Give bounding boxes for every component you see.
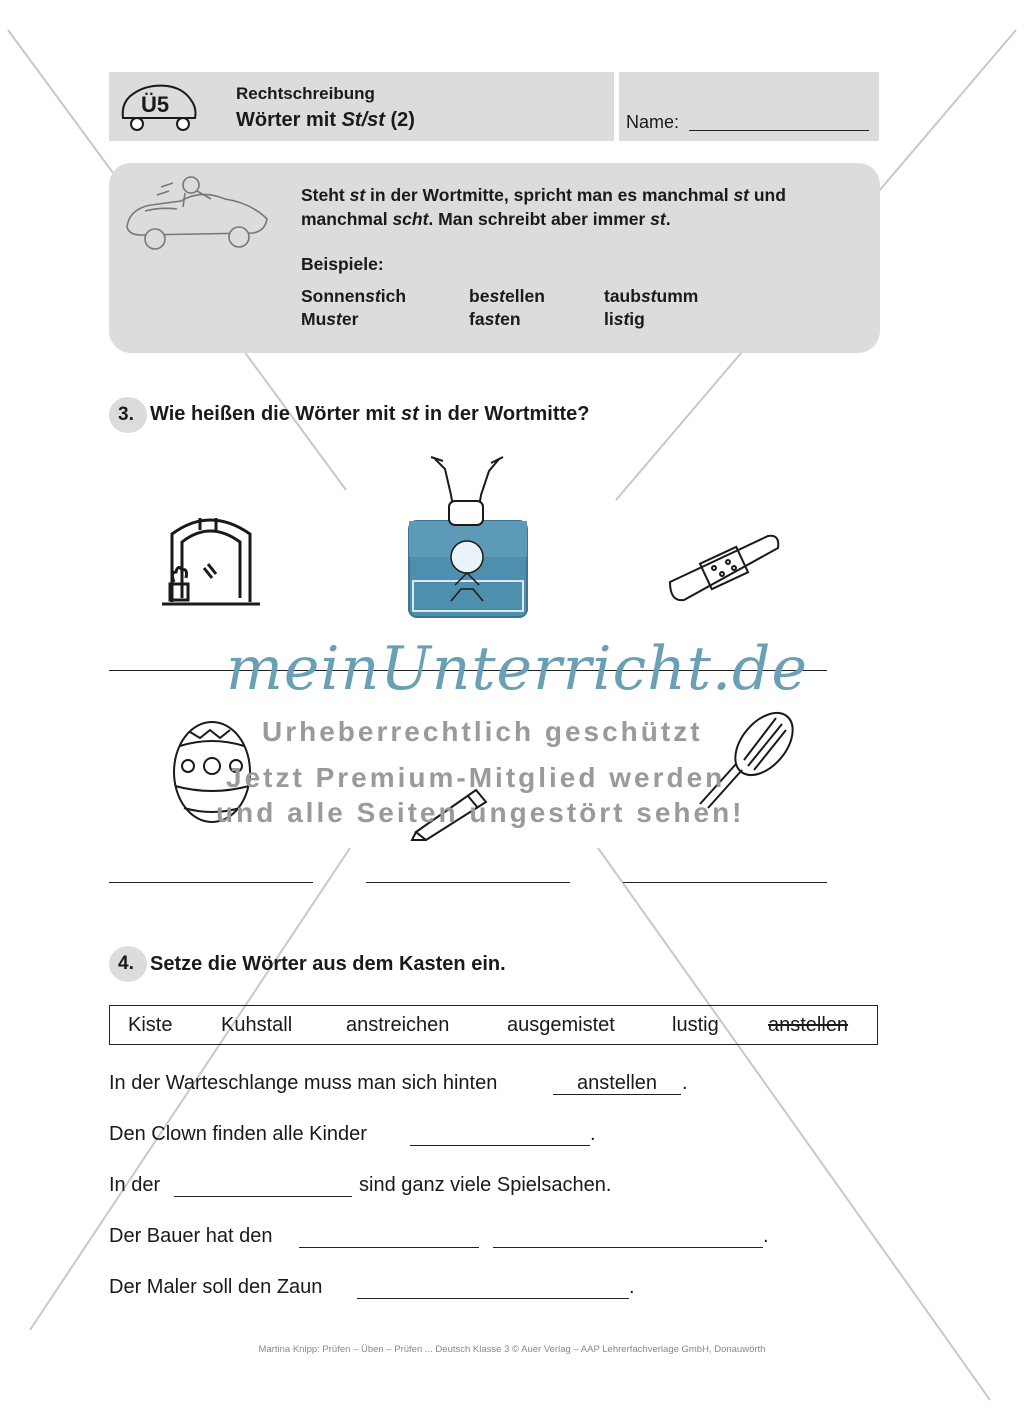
answer-line-row-2b[interactable] <box>366 882 570 883</box>
example-word: bestellen <box>469 286 545 306</box>
example-word: Sonnenstich <box>301 286 407 306</box>
word-option-used: anstellen <box>768 1014 849 1036</box>
example-word: listig <box>604 309 645 329</box>
rule-emphasis: st <box>650 209 666 229</box>
sentence-5: Der Maler soll den Zaun <box>109 1276 323 1298</box>
rule-part: Steht <box>301 185 350 205</box>
examples-label: Beispiele: <box>301 254 384 274</box>
sentence-3-blank[interactable] <box>174 1196 352 1197</box>
sentence-2-end: . <box>590 1123 596 1145</box>
plaster-picture <box>664 528 782 608</box>
rule-part: . Man schreibt aber immer <box>428 209 651 229</box>
page-title <box>236 109 415 132</box>
rule-emphasis: st <box>349 185 366 205</box>
window-picture <box>160 512 262 610</box>
sentence-4-blank-b[interactable] <box>493 1247 763 1248</box>
title-prefix: Wörter mit <box>236 109 342 131</box>
sentence-4-end: . <box>763 1225 769 1247</box>
rule-text <box>301 183 861 231</box>
word-option: Kiste <box>128 1014 173 1036</box>
school-bag-headstand-picture <box>405 455 533 619</box>
title-emphasis: St/st <box>341 109 385 131</box>
watermark-line-3: und alle Seiten ungestört sehen! <box>216 797 745 828</box>
name-panel <box>619 72 879 141</box>
title-suffix: (2) <box>384 109 415 131</box>
word-option: anstreichen <box>346 1014 450 1036</box>
task-3-number: 3. <box>109 397 147 433</box>
sentence-3-start: In der <box>109 1174 161 1196</box>
footer-copyright: Martina Knipp: Prüfen – Üben – Prüfen ... Deutsch Klasse 3 © Auer Verlag – AAP Lehrerfachverlage GmbH, Donauwörth <box>258 1344 766 1355</box>
watermark-logo: meinUnterricht.de <box>226 634 808 704</box>
word-box <box>109 1005 878 1045</box>
task-3-instruction: Wie heißen die Wörter mit st in der Wortmitte? <box>150 403 590 425</box>
rule-part: in der Wortmitte, spricht man es manchmal <box>365 185 734 205</box>
rule-part: . <box>665 209 671 229</box>
subject-label: Rechtschreibung <box>236 84 375 103</box>
watermark-line-1: Urheberrechtlich geschützt <box>262 716 703 747</box>
rule-info-box <box>109 163 880 353</box>
rule-emphasis: st <box>733 185 749 205</box>
word-option: lustig <box>672 1014 719 1036</box>
sentence-2-blank[interactable] <box>410 1145 590 1146</box>
badge-label: Ü5 <box>141 92 170 117</box>
sentence-4: Der Bauer hat den <box>109 1225 273 1247</box>
answer-line-row-2a[interactable] <box>109 882 313 883</box>
word-option: ausgemistet <box>507 1014 615 1036</box>
sentence-1-answer: anstellen <box>576 1072 658 1094</box>
car-badge-icon <box>117 80 199 134</box>
task-4-number: 4. <box>109 946 147 982</box>
rule-emphasis: scht <box>392 209 429 229</box>
name-input-line[interactable] <box>689 130 869 131</box>
example-word: taubstumm <box>604 286 699 306</box>
name-label: Name: <box>626 112 680 132</box>
answer-line-row-2c[interactable] <box>623 882 827 883</box>
sentence-1-end: . <box>682 1072 688 1094</box>
example-word: Muster <box>301 309 359 329</box>
sentence-3-end: sind ganz viele Spielsachen. <box>359 1174 612 1196</box>
sentence-5-end: . <box>629 1276 635 1298</box>
header-title-panel <box>109 72 614 141</box>
sentence-2: Den Clown finden alle Kinder <box>109 1123 367 1145</box>
rule-part: und manchmal <box>301 185 786 229</box>
task-4-instruction: Setze die Wörter aus dem Kasten ein. <box>150 953 506 975</box>
sentence-4-blank-a[interactable] <box>299 1247 479 1248</box>
sentence-1: In der Warteschlange muss man sich hinten <box>109 1072 498 1094</box>
sentence-5-blank[interactable] <box>357 1298 629 1299</box>
example-word: fasten <box>469 309 521 329</box>
brush-picture <box>694 708 794 810</box>
convertible-car-icon <box>121 169 269 255</box>
word-option: Kuhstall <box>221 1014 293 1036</box>
watermark-line-2: Jetzt Premium-Mitglied werden <box>226 762 726 793</box>
